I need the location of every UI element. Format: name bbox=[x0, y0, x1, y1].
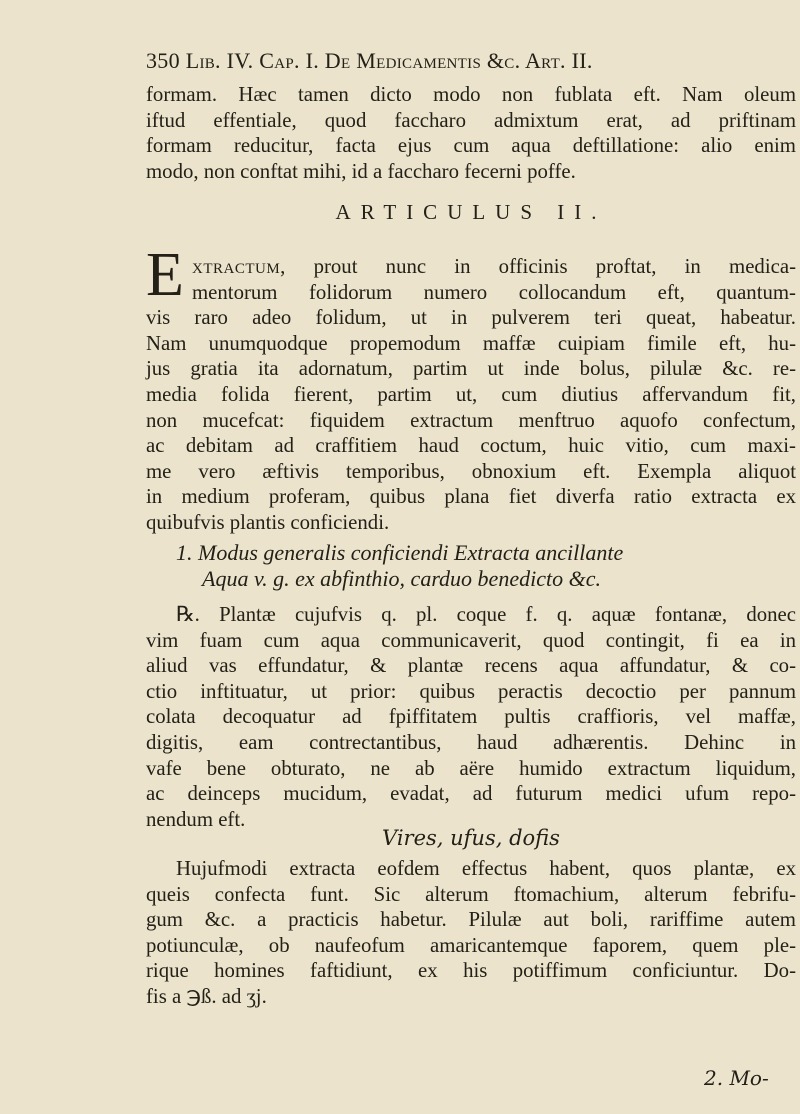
text-line: formam reducitur, facta ejus cum aqua deftillatione: alio enim bbox=[146, 134, 796, 158]
text-line: fis a ℈ß. ad ʒj. bbox=[146, 984, 267, 1008]
article-title: ARTICULUS II. bbox=[335, 200, 607, 224]
text-line: me vero æftivis temporibus, obnoxium eft. Exempla aliquot bbox=[146, 459, 796, 483]
text-line: mentorum folidorum numero collocandum eft, quantum- bbox=[192, 280, 796, 304]
text-line: aliud vas effundatur, & plantæ recens aqua affundatur, & co- bbox=[146, 654, 796, 678]
text-line: vis raro adeo folidum, ut in pulverem teri queat, habeatur. bbox=[146, 306, 796, 330]
paragraph-extractum bbox=[146, 254, 796, 536]
vires-paragraph bbox=[146, 856, 796, 1010]
text-line: ctio inftituatur, ut prior: quibus peractis decoctio per pannum bbox=[146, 679, 796, 703]
page-number: 350 bbox=[146, 48, 180, 73]
text-line: ac debitam ad craffitiem haud coctum, huic vitio, cum maxi- bbox=[146, 434, 796, 458]
text-line: quibufvis plantis conficiendi. bbox=[146, 510, 390, 534]
text-line: formam. Hæc tamen dicto modo non fublata eft. Nam oleum bbox=[146, 83, 796, 106]
first-word: xtractum bbox=[192, 255, 281, 278]
section-heading-1 bbox=[146, 540, 796, 591]
heading-line: Aqua v. g. ex abfinthio, carduo benedicto &c. bbox=[202, 565, 601, 591]
text-line: iftud effentiale, quod faccharo admixtum erat, ad priftinam bbox=[146, 108, 796, 132]
running-head-title: Lib. IV. Cap. I. De Medicamentis &c. Art. II. bbox=[185, 48, 593, 73]
text-line: modo, non conftat mihi, id a faccharo fecerni poffe. bbox=[146, 159, 576, 183]
first-line-rest: , prout nunc in officinis proftat, in medica- bbox=[280, 255, 796, 278]
text-line: jus gratia ita adornatum, partim ut inde bolus, pilulæ &c. re- bbox=[146, 357, 796, 381]
heading-line: 1. Modus generalis conficiendi Extracta ancillante bbox=[176, 540, 624, 565]
text-line: ℞. Plantæ cujufvis q. pl. coque f. q. aquæ fontanæ, donec bbox=[176, 603, 796, 626]
text-line: in medium proferam, quibus plana fiet diverfa ratio extracta ex bbox=[146, 485, 796, 509]
text-line: gum &c. a practicis habetur. Pilulæ aut boli, rariffime autem bbox=[146, 908, 796, 932]
text-line: digitis, eam contrectantibus, haud adhærentis. Dehinc in bbox=[146, 730, 796, 754]
text-line: rique homines faftidiunt, ex his potiffimum conficiuntur. Do- bbox=[146, 959, 796, 983]
text-line bbox=[146, 254, 796, 280]
text-line: media folida fierent, partim ut, cum diutius affervandum fit, bbox=[146, 382, 796, 406]
recipe-paragraph bbox=[146, 602, 796, 832]
intro-paragraph bbox=[146, 82, 796, 184]
drop-cap: E bbox=[146, 241, 184, 309]
running-header bbox=[146, 48, 796, 74]
text-line: nendum eft. bbox=[146, 807, 246, 831]
subheading-vires: Vires, ufus, dofis bbox=[382, 826, 560, 850]
text-line: vim fuam cum aqua communicaverit, quod contingit, fi ea in bbox=[146, 628, 796, 652]
text-line: potiunculæ, ob naufeofum amaricantemque faporem, quem ple- bbox=[146, 933, 796, 957]
text-line: queis confecta funt. Sic alterum ftomachium, alterum febrifu- bbox=[146, 882, 796, 906]
text-line: colata decoquatur ad fpiffitatem pultis craffioris, vel maffæ, bbox=[146, 705, 796, 729]
catchword: 2. Mo- bbox=[704, 1066, 769, 1090]
text-line: Hujufmodi extracta eofdem effectus habent, quos plantæ, ex bbox=[176, 857, 796, 880]
text-line: non mucefcat: fiquidem extractum menftruo aquofo confectum, bbox=[146, 408, 796, 432]
text-line: Nam unumquodque propemodum maffæ cuipiam fimile eft, hu- bbox=[146, 331, 796, 355]
text-line: vafe bene obturato, ne ab aëre humido extractum liquidum, bbox=[146, 756, 796, 780]
text-line: ac deinceps mucidum, evadat, ad futurum medici ufum repo- bbox=[146, 782, 796, 806]
